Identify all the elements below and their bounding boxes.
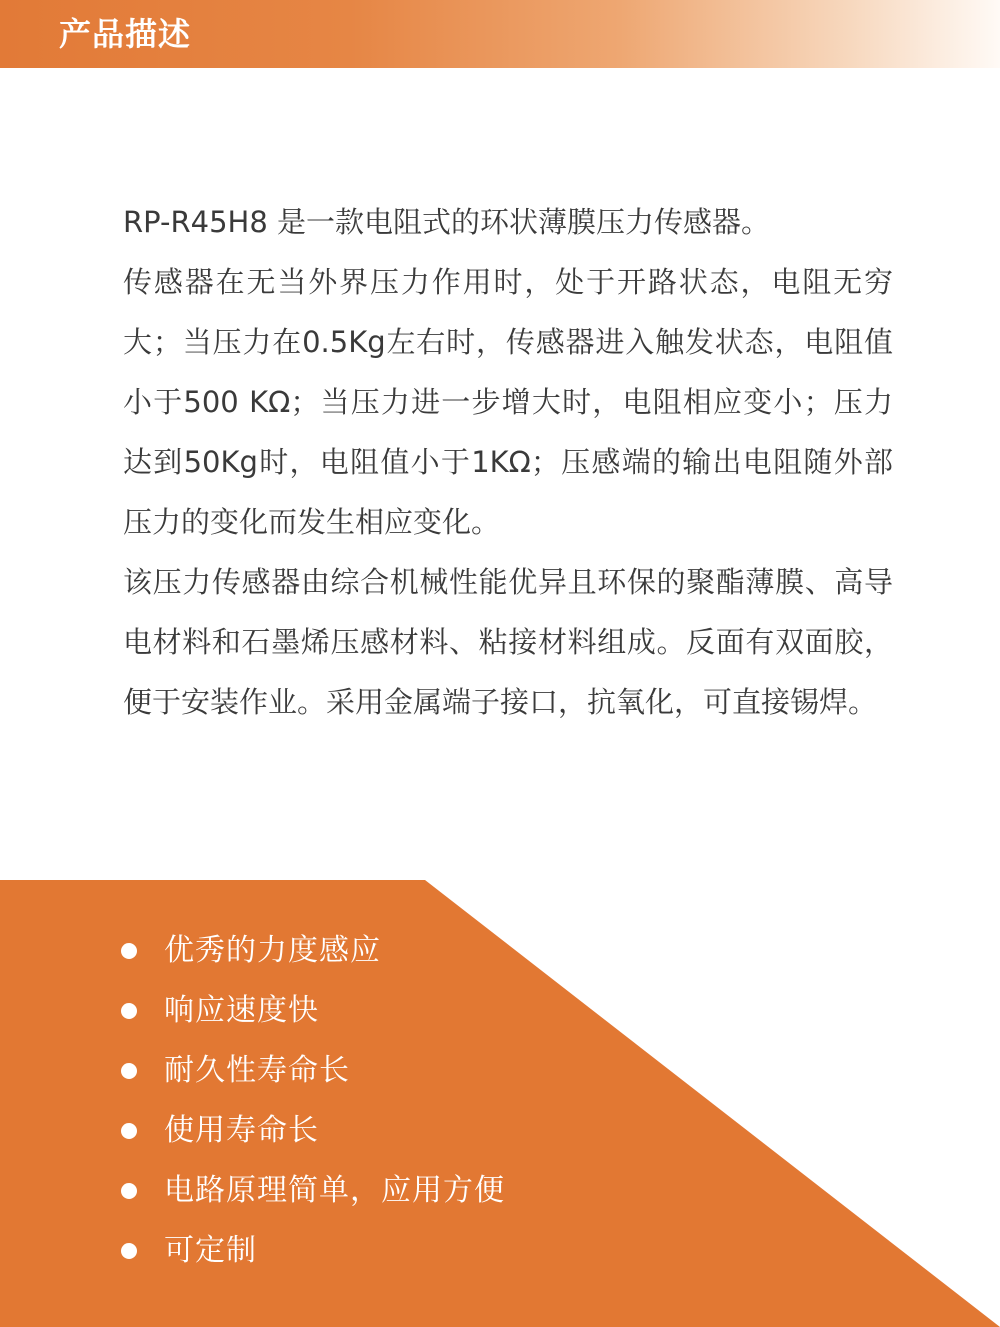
list-item — [121, 1161, 505, 1221]
bullet-icon — [121, 1123, 137, 1139]
bullet-icon — [121, 1243, 137, 1259]
feature-label: 可定制 — [164, 1233, 257, 1268]
list-item — [121, 921, 505, 981]
feature-label: 使用寿命长 — [164, 1113, 319, 1148]
feature-list — [121, 921, 505, 1281]
section-title: 产品描述 — [59, 15, 192, 53]
bullet-icon — [121, 1003, 137, 1019]
list-item — [121, 1221, 505, 1281]
feature-label: 优秀的力度感应 — [164, 933, 381, 968]
list-item — [121, 981, 505, 1041]
bullet-icon — [121, 943, 137, 959]
description-paragraph-materials: 该压力传感器由综合机械性能优异且环保的聚酯薄膜、高导电材料和石墨烯压感材料、粘接材料组成。反面有双面胶，便于安装作业。采用金属端子接口，抗氧化，可直接锡焊。 — [123, 565, 893, 719]
list-item — [121, 1041, 505, 1101]
list-item — [121, 1101, 505, 1161]
section-header-bar — [0, 0, 1000, 68]
bullet-icon — [121, 1063, 137, 1079]
feature-label: 电路原理简单，应用方便 — [164, 1173, 505, 1208]
feature-label: 耐久性寿命长 — [164, 1053, 350, 1088]
description-paragraph-intro: RP-R45H8 是一款电阻式的环状薄膜压力传感器。 — [123, 205, 770, 239]
feature-label: 响应速度快 — [164, 993, 319, 1028]
description-paragraph-behavior: 传感器在无当外界压力作用时，处于开路状态，电阻无穷大；当压力在0.5Kg左右时，传感器进入触发状态，电阻值小于500 KΩ；当压力进一步增大时，电阻相应变小；压力达到50Kg时，电阻值小于1KΩ；压感端的输出电阻随外部压力的变化而发生相应变化。 — [123, 265, 893, 539]
product-description — [123, 192, 893, 732]
bullet-icon — [121, 1183, 137, 1199]
